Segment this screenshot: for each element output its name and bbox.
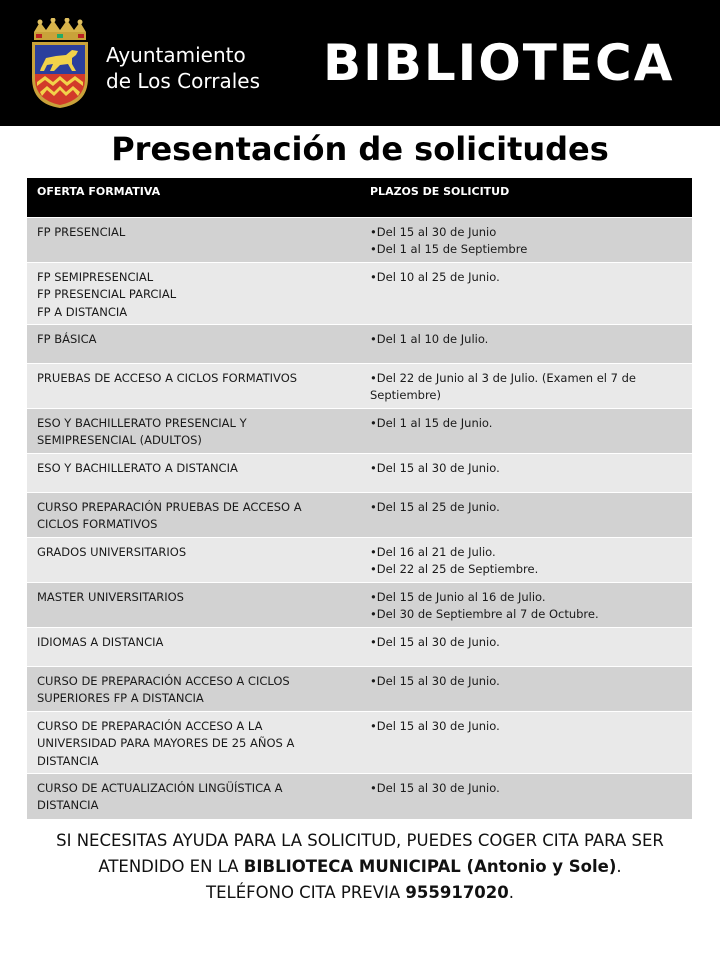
help-notice-text: ATENDIDO EN LA bbox=[98, 857, 244, 876]
phone-number: 955917020 bbox=[405, 883, 509, 902]
oferta-text: CURSO DE ACTUALIZACIÓN LINGÜÍSTICA A bbox=[37, 780, 283, 795]
plazo-text: • Del 10 al 25 de Junio. bbox=[370, 269, 682, 287]
plazos-cell bbox=[360, 492, 692, 537]
oferta-text: SUPERIORES FP A DISTANCIA bbox=[37, 691, 204, 705]
plazos-cell bbox=[360, 711, 692, 773]
organization-name bbox=[106, 42, 260, 94]
oferta-cell bbox=[27, 262, 360, 324]
oferta-cell bbox=[27, 627, 360, 666]
plazos-cell bbox=[360, 363, 692, 408]
oferta-cell bbox=[27, 666, 360, 711]
table-header-row bbox=[27, 178, 692, 217]
plazo-text: • Del 1 al 10 de Julio. bbox=[370, 331, 682, 349]
table-row bbox=[27, 627, 692, 666]
plazo-text: • Del 22 al 25 de Septiembre. bbox=[370, 561, 682, 579]
oferta-text: MASTER UNIVERSITARIOS bbox=[37, 589, 184, 604]
municipal-crest-logo bbox=[26, 18, 94, 110]
plazos-cell bbox=[360, 627, 692, 666]
plazo-text: • Del 15 al 30 de Junio bbox=[370, 224, 682, 242]
help-notice-line2 bbox=[0, 854, 720, 880]
oferta-cell bbox=[27, 363, 360, 408]
oferta-text: CURSO DE PREPARACIÓN ACCESO A LA bbox=[37, 718, 263, 733]
oferta-text: ESO Y BACHILLERATO A DISTANCIA bbox=[37, 460, 238, 475]
oferta-cell bbox=[27, 537, 360, 582]
table-row bbox=[27, 773, 692, 819]
plazos-cell bbox=[360, 453, 692, 492]
table-row bbox=[27, 537, 692, 582]
plazos-cell bbox=[360, 262, 692, 324]
table-row bbox=[27, 324, 692, 363]
plazo-text: • Del 1 al 15 de Junio. bbox=[370, 415, 682, 433]
column-header-plazos: PLAZOS DE SOLICITUD bbox=[360, 178, 692, 217]
plazos-cell bbox=[360, 537, 692, 582]
table-row bbox=[27, 453, 692, 492]
plazo-text: • Del 16 al 21 de Julio. bbox=[370, 544, 682, 562]
oferta-text: ESO Y BACHILLERATO PRESENCIAL Y bbox=[37, 415, 247, 430]
oferta-text: FP BÁSICA bbox=[37, 331, 97, 346]
table-row bbox=[27, 711, 692, 773]
oferta-text: DISTANCIA bbox=[37, 798, 99, 812]
plazo-text: • Del 15 al 30 de Junio. bbox=[370, 460, 682, 478]
help-notice-text: . bbox=[508, 883, 514, 902]
oferta-cell bbox=[27, 217, 360, 262]
oferta-text: CURSO DE PREPARACIÓN ACCESO A CICLOS bbox=[37, 673, 290, 688]
oferta-text: FP SEMIPRESENCIAL bbox=[37, 269, 154, 284]
plazo-text: • Del 15 al 25 de Junio. bbox=[370, 499, 682, 517]
plazos-cell bbox=[360, 773, 692, 819]
oferta-text: PRUEBAS DE ACCESO A CICLOS FORMATIVOS bbox=[37, 370, 298, 385]
page-title: Presentación de solicitudes bbox=[111, 130, 609, 168]
library-name: BIBLIOTECA MUNICIPAL (Antonio y Sole) bbox=[243, 857, 617, 876]
table-row bbox=[27, 582, 692, 627]
header-banner bbox=[0, 0, 720, 126]
column-header-oferta: OFERTA FORMATIVA bbox=[27, 178, 360, 217]
table-row bbox=[27, 408, 692, 453]
oferta-text: FP PRESENCIAL PARCIAL bbox=[37, 287, 177, 301]
table-row bbox=[27, 262, 692, 324]
biblioteca-title: BIBLIOTECA bbox=[323, 34, 675, 92]
oferta-text: FP PRESENCIAL bbox=[37, 224, 126, 239]
plazo-text: • Del 15 al 30 de Junio. bbox=[370, 634, 682, 652]
org-name-line2: de Los Corrales bbox=[106, 69, 260, 93]
org-name-line1: Ayuntamiento bbox=[106, 43, 246, 67]
plazos-cell bbox=[360, 324, 692, 363]
table-row bbox=[27, 666, 692, 711]
plazos-cell bbox=[360, 582, 692, 627]
plazo-text: • Del 15 al 30 de Junio. bbox=[370, 673, 682, 691]
table-row bbox=[27, 492, 692, 537]
help-notice-line3 bbox=[0, 880, 720, 906]
plazo-text: • Del 30 de Septiembre al 7 de Octubre. bbox=[370, 606, 682, 624]
table-row bbox=[27, 217, 692, 262]
help-notice-text: . bbox=[616, 857, 622, 876]
oferta-cell bbox=[27, 324, 360, 363]
plazo-text: Septiembre) bbox=[370, 388, 441, 402]
oferta-text: GRADOS UNIVERSITARIOS bbox=[37, 544, 187, 559]
oferta-text: CICLOS FORMATIVOS bbox=[37, 517, 158, 531]
oferta-cell bbox=[27, 453, 360, 492]
oferta-cell bbox=[27, 582, 360, 627]
oferta-text: IDIOMAS A DISTANCIA bbox=[37, 634, 164, 649]
oferta-text: CURSO PREPARACIÓN PRUEBAS DE ACCESO A bbox=[37, 499, 302, 514]
plazos-cell bbox=[360, 217, 692, 262]
help-notice-line1: SI NECESITAS AYUDA PARA LA SOLICITUD, PUEDES COGER CITA PARA SER bbox=[56, 831, 664, 850]
plazo-text: • Del 15 al 30 de Junio. bbox=[370, 718, 682, 736]
help-notice bbox=[0, 828, 720, 906]
oferta-text: SEMIPRESENCIAL (ADULTOS) bbox=[37, 433, 202, 447]
help-notice-text: TELÉFONO CITA PREVIA bbox=[206, 883, 406, 902]
plazo-text: • Del 15 de Junio al 16 de Julio. bbox=[370, 589, 682, 607]
oferta-cell bbox=[27, 711, 360, 773]
oferta-cell bbox=[27, 492, 360, 537]
oferta-cell bbox=[27, 408, 360, 453]
oferta-text: FP A DISTANCIA bbox=[37, 304, 128, 319]
oferta-text: DISTANCIA bbox=[37, 753, 99, 768]
plazo-text: • Del 1 al 15 de Septiembre bbox=[370, 241, 682, 259]
table-row bbox=[27, 363, 692, 408]
plazo-text: • Del 22 de Junio al 3 de Julio. (Examen el 7 de bbox=[370, 370, 682, 388]
plazos-cell bbox=[360, 408, 692, 453]
oferta-text: UNIVERSIDAD PARA MAYORES DE 25 AÑOS A bbox=[37, 736, 295, 750]
oferta-cell bbox=[27, 773, 360, 819]
oferta-formativa-table bbox=[27, 178, 692, 819]
plazo-text: • Del 15 al 30 de Junio. bbox=[370, 780, 682, 798]
plazos-cell bbox=[360, 666, 692, 711]
